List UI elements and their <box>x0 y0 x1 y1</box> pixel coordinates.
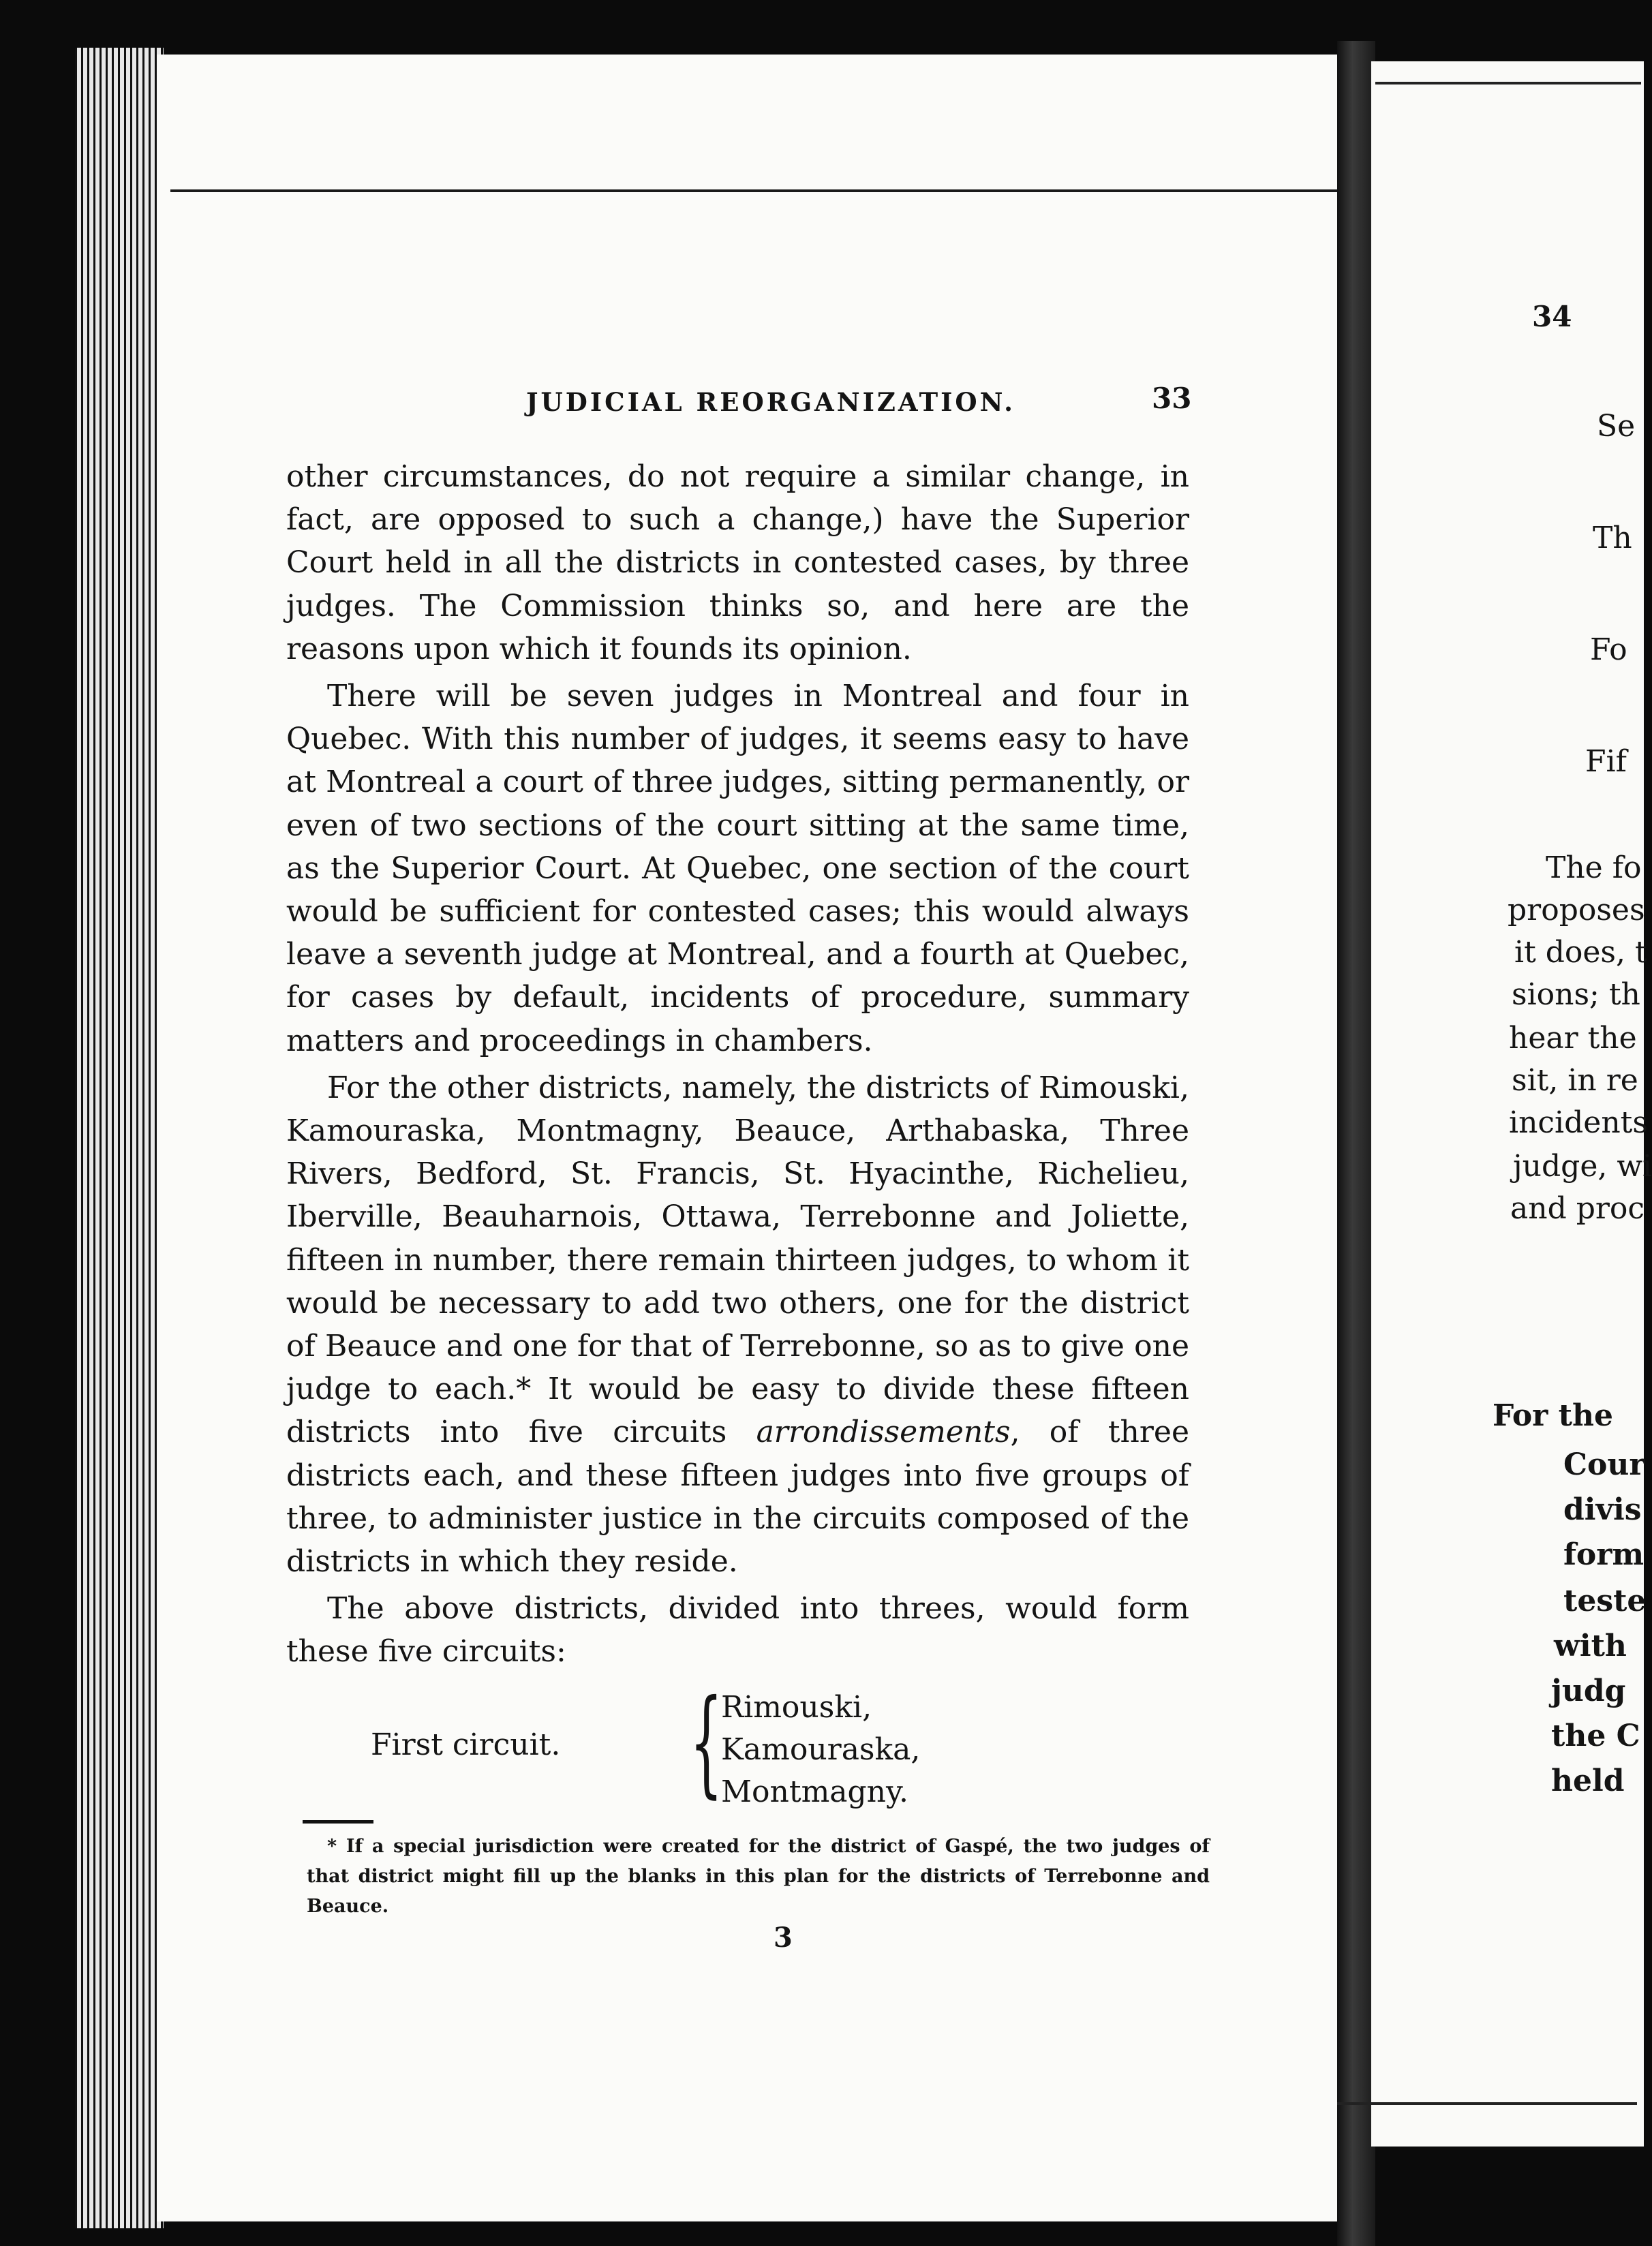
right-fragment: Fif <box>1585 744 1627 779</box>
right-fragment: proposes <box>1508 893 1645 927</box>
right-fragment: with <box>1554 1629 1627 1663</box>
right-fragment: hear the <box>1509 1021 1637 1056</box>
right-bottom-rule <box>1337 2102 1637 2105</box>
footnote <box>307 1832 1210 1922</box>
district-item: Rimouski, <box>721 1690 872 1725</box>
right-fragment: Cour <box>1563 1447 1645 1482</box>
page-number: 33 <box>1152 382 1192 415</box>
paragraph-4: The above districts, divided into threes, would form these five circuits: <box>286 1591 1189 1670</box>
right-page-number: 34 <box>1532 300 1572 333</box>
district-item: Montmagny. <box>721 1774 909 1809</box>
right-fragment: Se <box>1597 409 1636 444</box>
circuit-block <box>371 1675 1052 1816</box>
right-fragment: held <box>1551 1764 1625 1798</box>
right-fragment: judg <box>1551 1674 1626 1708</box>
right-fragment: Th <box>1593 521 1632 555</box>
brace-icon: { <box>690 1675 723 1810</box>
right-fragment: incidents <box>1509 1105 1648 1140</box>
right-fragment: Fo <box>1590 632 1627 667</box>
signature-mark: 3 <box>774 1922 793 1954</box>
footnote-rule <box>303 1820 373 1824</box>
right-fragment: divis <box>1563 1492 1642 1527</box>
right-fragment: it does, t <box>1514 935 1647 970</box>
right-fragment: the C <box>1551 1719 1640 1753</box>
circuit-districts <box>721 1687 920 1813</box>
circuit-label: First circuit. <box>371 1727 561 1762</box>
district-item: Kamouraska, <box>721 1732 921 1767</box>
right-fragment: and proc <box>1510 1191 1645 1226</box>
paragraph-1: other circumstances, do not require a similar change, in fact, are opposed to such a change,) have the Superior Court held in all the districts in contested cases, by three judges. The Commission thinks so, and here are the reasons upon which it founds its opinion. <box>286 459 1189 666</box>
paragraph-2: There will be seven judges in Montreal and four in Quebec. With this number of judges, it seems easy to have at Montreal a court of three judges, sitting permanently, or even of two sections of the court sitting at the same time, as the Superior Court. At Quebec, one section of the court would be sufficient for contested cases; this would always leave a seventh judge at Montreal, and a fourth at Quebec, for cases by default, incidents of procedure, summary matters and proceedings in chambers. <box>286 679 1189 1058</box>
paragraph-3-text: For the other districts, namely, the districts of Rimouski, Kamouraska, Montmagny, Beauce, Arthabaska, Three Rivers, Bedford, St. Francis, St. Hyacinthe, Richelieu, Iberville, Beauharnois, Ottawa, Terrebonne and Joliette, fifteen in number, there remain thirteen judges, to whom it would be necessary to add two others, one for the district of Beauce and one for that of Terrebonne, so as to give one judge to each.* It would be easy to divide these fifteen districts into five circuits <box>286 1070 1189 1450</box>
right-fragment: sit, in re <box>1512 1063 1638 1098</box>
right-top-rule <box>1375 82 1641 84</box>
right-fragment: teste <box>1563 1584 1647 1618</box>
book-gutter <box>1337 41 1375 2246</box>
right-fragment: The fo <box>1546 850 1642 885</box>
right-page <box>1371 61 1647 2147</box>
running-head: JUDICIAL REORGANIZATION. <box>526 387 1015 417</box>
right-fragment: form <box>1563 1537 1645 1572</box>
right-fragment: sions; th <box>1512 977 1640 1012</box>
paragraph-3-text-end: , of three districts each, and these fifteen judges into five groups of three, to administer justice in the circuits composed of the districts in which they reside. <box>286 1415 1189 1580</box>
body-text <box>286 455 1189 1678</box>
book-page-edges <box>75 48 164 2228</box>
right-fragment: For the <box>1493 1398 1613 1433</box>
paragraph-3 <box>286 1066 1189 1583</box>
right-fragment: judge, wi <box>1513 1149 1652 1184</box>
top-rule <box>170 189 1343 192</box>
footnote-text: * If a special jurisdiction were created for the district of Gaspé, the two judges of that district might fill up the blanks in this plan for the districts of Terrebonne and Beauce. <box>307 1836 1210 1917</box>
paragraph-3-italic: arrondissements <box>756 1415 1011 1450</box>
